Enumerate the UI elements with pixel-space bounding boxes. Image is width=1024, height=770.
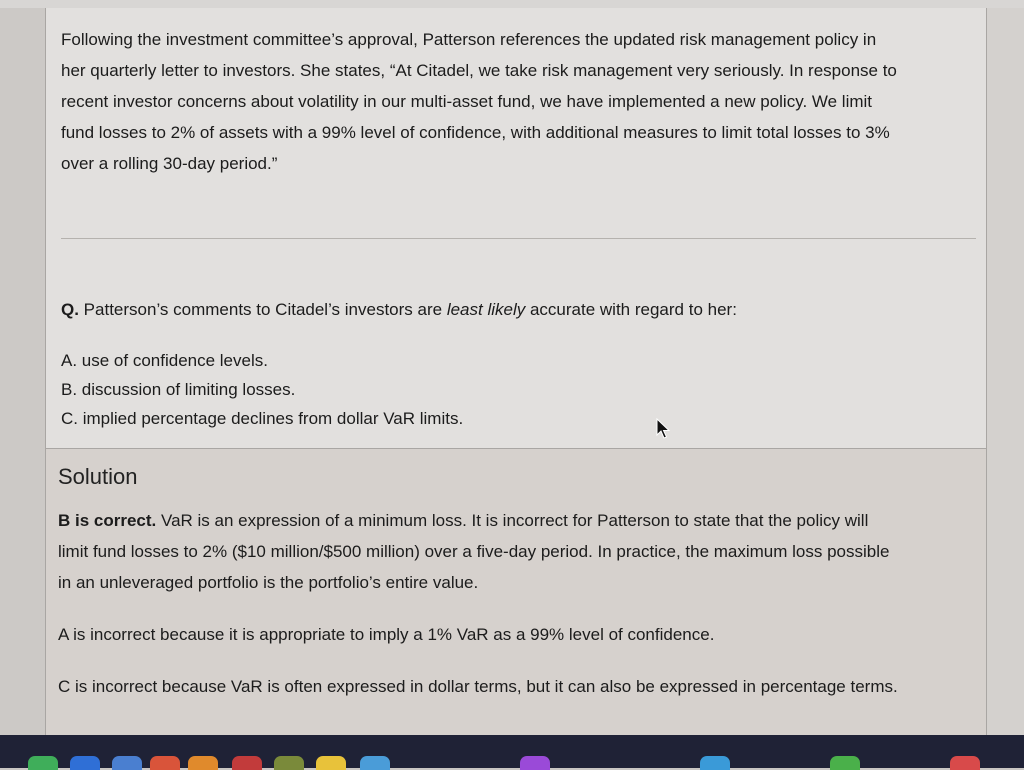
question-text-after: accurate with regard to her: [525, 300, 737, 319]
question-page [45, 8, 987, 735]
option-c[interactable] [61, 404, 961, 433]
case-passage [61, 24, 966, 179]
solution-line: VaR is an expression of a minimum loss. It is incorrect for Patterson to state that the policy will [156, 511, 869, 530]
passage-line: Following the investment committee’s approval, Patterson references the updated risk management policy in [61, 30, 877, 49]
option-b[interactable] [61, 375, 961, 404]
section-divider [61, 238, 976, 239]
passage-line: her quarterly letter to investors. She states, “At Citadel, we take risk management very seriously. In response to [61, 61, 897, 80]
option-a[interactable] [61, 346, 961, 375]
passage-line: over a rolling 30-day period.” [61, 154, 278, 173]
solution-line: limit fund losses to 2% ($10 million/$500 million) over a five-day period. In practice, the maximum loss possible [58, 542, 890, 561]
solution-line: in an unleveraged portfolio is the portfolio’s entire value. [58, 573, 479, 592]
passage-line: recent investor concerns about volatility in our multi-asset fund, we have implemented a new policy. We limit [61, 92, 873, 111]
solution-panel [46, 448, 986, 735]
question-emphasis: least likely [446, 300, 526, 319]
option-letter: A. [61, 351, 78, 370]
question-prefix: Q. [61, 300, 79, 319]
option-letter: B. [61, 380, 78, 399]
option-letter: C. [61, 409, 78, 428]
question-stem [61, 298, 961, 322]
answer-options [61, 346, 961, 433]
mouse-cursor-icon [656, 418, 670, 440]
solution-explanation-a: A is incorrect because it is appropriate to imply a 1% VaR as a 99% level of confidence. [58, 625, 715, 644]
option-text: implied percentage declines from dollar VaR limits. [82, 409, 464, 428]
left-gutter [0, 8, 45, 735]
option-text: use of confidence levels. [81, 351, 268, 370]
passage-line: fund losses to 2% of assets with a 99% level of confidence, with additional measures to limit total losses to 3% [61, 123, 890, 142]
solution-title: Solution [58, 464, 138, 489]
correct-answer-lead: B is correct. [58, 511, 157, 530]
question-text-before: Patterson’s comments to Citadel’s investors are [78, 300, 447, 319]
right-gutter [986, 8, 1024, 735]
solution-explanation-b [58, 505, 973, 598]
solution-explanation-c: C is incorrect because VaR is often expressed in dollar terms, but it can also be expressed in percentage terms. [58, 677, 898, 696]
option-text: discussion of limiting losses. [81, 380, 296, 399]
